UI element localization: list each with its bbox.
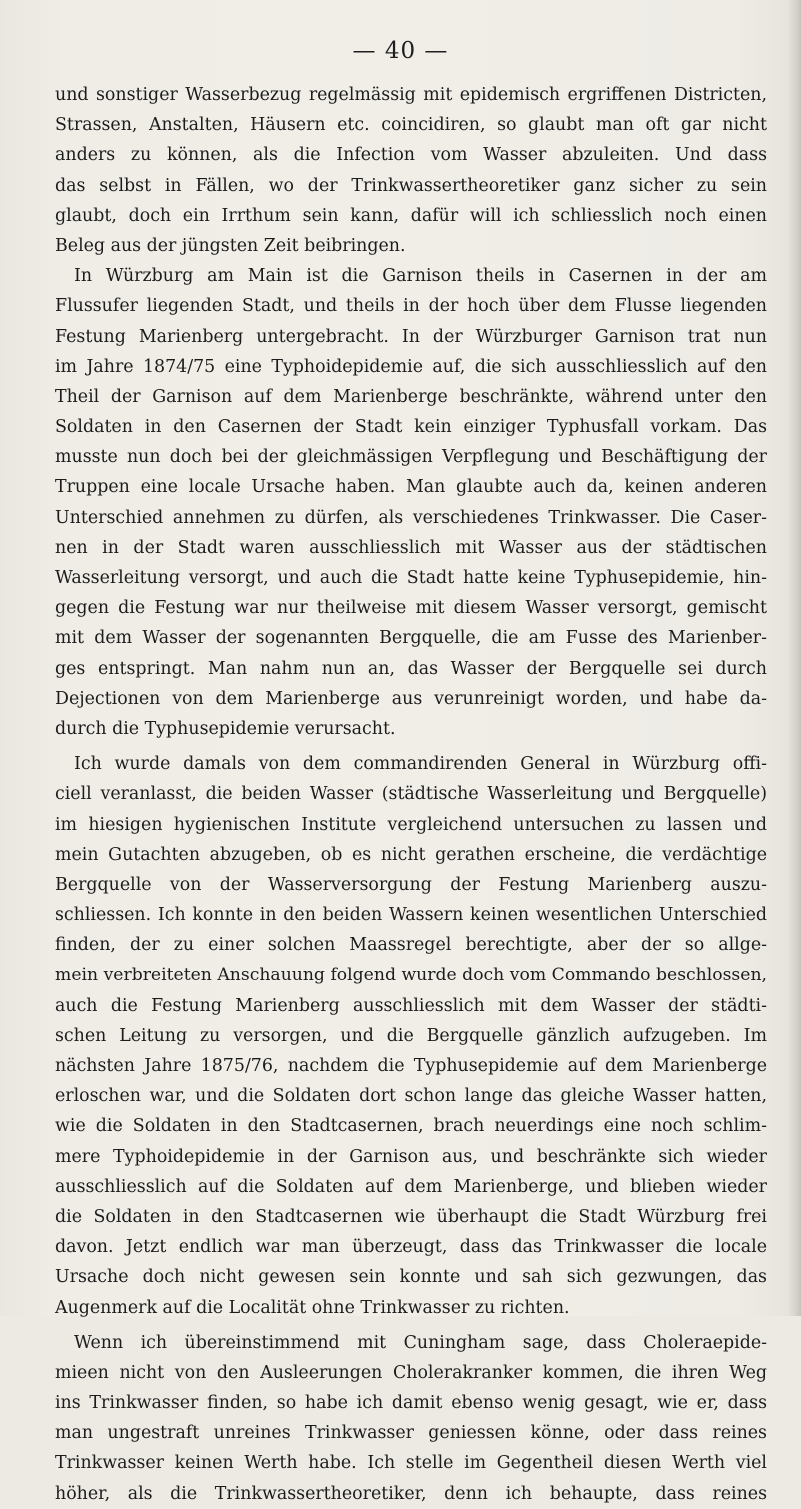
text-line: mere Typhoidepidemie in der Garnison aus, und beschränkte sich wieder xyxy=(55,1146,767,1167)
paragraph-3 xyxy=(55,749,767,1323)
text-line: nen in der Stadt waren ausschliesslich mit Wasser aus der städtischen xyxy=(55,537,767,558)
text-line: nächsten Jahre 1875/76, nachdem die Typhusepidemie auf dem Marienberge xyxy=(55,1056,767,1076)
text-line: die Soldaten in den Stadtcasernen wie überhaupt die Stadt Würzburg frei xyxy=(55,1206,767,1227)
text-line: Strassen, Anstalten, Häusern etc. coincidiren, so glaubt man oft gar nicht xyxy=(55,115,767,136)
text-line: Truppen eine locale Ursache haben. Man glaubte auch da, keinen anderen xyxy=(55,477,767,498)
text-line: mein verbreiteten Anschauung folgend wurde doch vom Commando beschlossen, xyxy=(55,965,767,986)
text-line: anders zu können, als die Infection vom Wasser abzuleiten. Und dass xyxy=(55,145,767,166)
text-line: mit dem Wasser der sogenannten Bergquelle, die am Fusse des Marienber- xyxy=(55,628,767,649)
text-line: Unterschied annehmen zu dürfen, als verschiedenes Trinkwasser. Die Caser- xyxy=(55,507,767,528)
text-line: Augenmerk auf die Localität ohne Trinkwasser zu richten. xyxy=(55,1297,570,1318)
text-line: ins Trinkwasser finden, so habe ich damit ebenso wenig gesagt, wie er, dass xyxy=(55,1393,767,1414)
text-line: Flussufer liegenden Stadt, und theils in der hoch über dem Flusse liegenden xyxy=(55,296,767,317)
text-line: auch die Festung Marienberg ausschliesslich mit dem Wasser der städti- xyxy=(55,995,767,1016)
page-number-header: — 40 — xyxy=(352,38,449,64)
text-line: im Jahre 1874/75 eine Typhoidepidemie auf, die sich ausschliesslich auf den xyxy=(55,356,767,377)
body-text xyxy=(55,80,767,1509)
text-line: ausschliesslich auf die Soldaten auf dem Marienberge, und blieben wieder xyxy=(55,1176,767,1197)
text-line: schen Leitung zu versorgen, und die Bergquelle gänzlich aufzugeben. Im xyxy=(55,1025,767,1046)
text-line: schliessen. Ich konnte in den beiden Wassern keinen wesentlichen Unterschied xyxy=(55,905,767,926)
text-line: und sonstiger Wasserbezug regelmässig mit epidemisch ergriffenen Districten, xyxy=(55,85,767,105)
text-line: Theil der Garnison auf dem Marienberge beschränkte, während unter den xyxy=(55,386,767,407)
text-line: Wasserleitung versorgt, und auch die Stadt hatte keine Typhusepidemie, hin- xyxy=(55,568,767,588)
text-line: In Würzburg am Main ist die Garnison theils in Casernen in der am xyxy=(74,266,767,287)
text-line: wie die Soldaten in den Stadtcasernen, brach neuerdings eine noch schlim- xyxy=(55,1116,767,1137)
paragraph-4 xyxy=(55,1328,767,1509)
text-line: Trinkwasser keinen Werth habe. Ich stelle im Gegentheil diesen Werth viel xyxy=(55,1453,767,1474)
text-line: Ich wurde damals von dem commandirenden General in Würzburg offi- xyxy=(74,754,767,775)
text-line: man ungestraft unreines Trinkwasser geniessen könne, oder dass reines xyxy=(55,1423,767,1444)
text-line: im hiesigen hygienischen Institute vergleichend untersuchen zu lassen und xyxy=(55,814,767,835)
page-edge-shadow xyxy=(787,0,801,1316)
text-line: durch die Typhusepidemie verursacht. xyxy=(55,718,396,739)
text-line: Dejectionen von dem Marienberge aus verunreinigt worden, und habe da- xyxy=(55,688,767,709)
paragraph-1 xyxy=(55,80,767,261)
text-line: ciell veranlasst, die beiden Wasser (städtische Wasserleitung und Bergquelle) xyxy=(55,784,767,805)
paragraph-2 xyxy=(55,261,767,744)
text-line: Soldaten in den Casernen der Stadt kein einziger Typhusfall vorkam. Das xyxy=(55,417,767,438)
text-line: das selbst in Fällen, wo der Trinkwassertheoretiker ganz sicher zu sein xyxy=(55,175,767,196)
text-line: höher, als die Trinkwassertheoretiker, denn ich behaupte, dass reines xyxy=(55,1483,767,1504)
text-line: Bergquelle von der Wasserversorgung der Festung Marienberg auszu- xyxy=(55,874,767,895)
text-line: glaubt, doch ein Irrthum sein kann, dafür will ich schliesslich noch einen xyxy=(55,205,767,226)
text-line: Wenn ich übereinstimmend mit Cuningham sage, dass Choleraepide- xyxy=(74,1332,767,1353)
text-line: davon. Jetzt endlich war man überzeugt, dass das Trinkwasser die locale xyxy=(55,1237,767,1258)
text-line: ges entspringt. Man nahm nun an, das Wasser der Bergquelle sei durch xyxy=(55,658,767,679)
text-line: gegen die Festung war nur theilweise mit diesem Wasser versorgt, gemischt xyxy=(55,598,767,619)
text-line: Festung Marienberg untergebracht. In der Würzburger Garnison trat nun xyxy=(55,326,767,347)
text-line: mein Gutachten abzugeben, ob es nicht gerathen erscheine, die verdächtige xyxy=(55,844,767,865)
text-line: mieen nicht von den Ausleerungen Cholerakranker kommen, die ihren Weg xyxy=(55,1362,767,1383)
text-line: erloschen war, und die Soldaten dort schon lange das gleiche Wasser hatten, xyxy=(55,1086,767,1107)
text-line: Ursache doch nicht gewesen sein konnte und sah sich gezwungen, das xyxy=(55,1267,767,1288)
text-line: musste nun doch bei der gleichmässigen Verpflegung und Beschäftigung der xyxy=(55,447,767,468)
text-line: finden, der zu einer solchen Maassregel berechtigte, aber der so allge- xyxy=(55,935,767,956)
text-line: Beleg aus der jüngsten Zeit beibringen. xyxy=(55,235,406,256)
